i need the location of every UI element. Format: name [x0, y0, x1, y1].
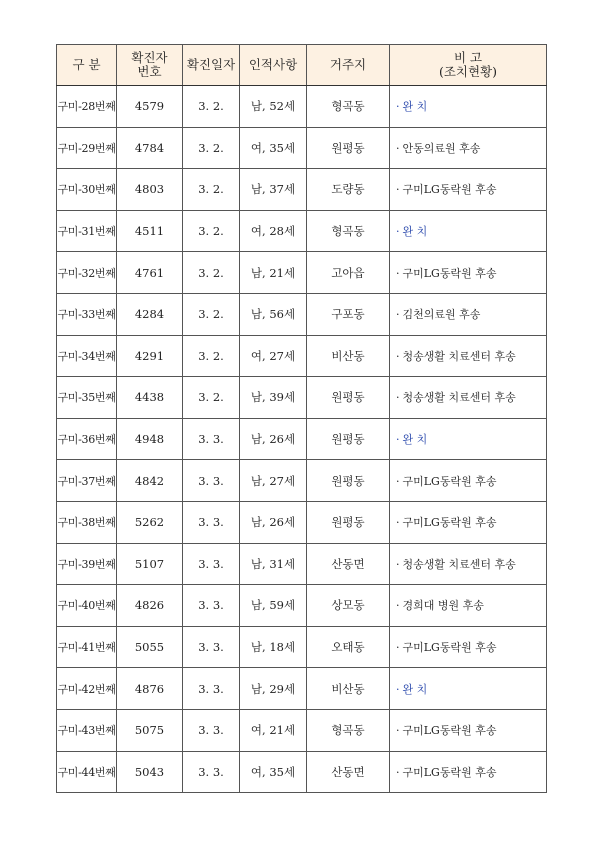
confirm-date-cell: 3. 2.	[183, 377, 240, 419]
bullet-dot: ·	[396, 557, 400, 571]
confirm-date-cell: 3. 2.	[183, 335, 240, 377]
patient-no-cell: 5262	[117, 501, 183, 543]
case-id-cell: 구미-31번째	[57, 210, 117, 252]
bullet-dot: ·	[396, 474, 400, 488]
residence-cell: 비산동	[307, 335, 390, 377]
remarks-cell	[390, 668, 547, 710]
table-header	[57, 45, 547, 86]
table-row	[57, 626, 547, 668]
table-row	[57, 252, 547, 294]
confirm-date-cell: 3. 2.	[183, 127, 240, 169]
header-personal-info: 인적사항	[240, 45, 307, 86]
patient-no-cell: 4803	[117, 169, 183, 211]
remarks-cell	[390, 543, 547, 585]
case-id-cell: 구미-39번째	[57, 543, 117, 585]
personal-info-cell: 여, 27세	[240, 335, 307, 377]
residence-cell: 상모동	[307, 585, 390, 627]
confirm-date-cell: 3. 3.	[183, 585, 240, 627]
patient-no-cell: 5075	[117, 709, 183, 751]
residence-cell: 원평동	[307, 460, 390, 502]
patient-no-cell: 4284	[117, 293, 183, 335]
table-row	[57, 293, 547, 335]
confirm-date-cell: 3. 3.	[183, 501, 240, 543]
case-id-cell: 구미-37번째	[57, 460, 117, 502]
remarks-text: 구미LG동락원 후송	[402, 183, 497, 197]
case-id-cell: 구미-30번째	[57, 169, 117, 211]
table-row	[57, 127, 547, 169]
remarks-text: 구미LG동락원 후송	[402, 266, 497, 280]
remarks-cell	[390, 335, 547, 377]
residence-cell: 원평동	[307, 418, 390, 460]
table-row	[57, 751, 547, 793]
case-id-cell: 구미-29번째	[57, 127, 117, 169]
residence-cell: 형곡동	[307, 709, 390, 751]
table-row	[57, 418, 547, 460]
bullet-dot: ·	[396, 349, 400, 363]
confirm-date-cell: 3. 2.	[183, 293, 240, 335]
confirm-date-cell: 3. 3.	[183, 418, 240, 460]
header-patient-no-line1: 확진자	[131, 50, 168, 65]
personal-info-cell: 남, 31세	[240, 543, 307, 585]
personal-info-cell: 남, 26세	[240, 501, 307, 543]
remarks-text: 청송생활 치료센터 후송	[402, 349, 516, 363]
remarks-text: 구미LG동락원 후송	[402, 641, 497, 655]
case-id-cell: 구미-40번째	[57, 585, 117, 627]
residence-cell: 도량동	[307, 169, 390, 211]
bullet-dot: ·	[396, 724, 400, 738]
confirm-date-cell: 3. 3.	[183, 668, 240, 710]
header-category: 구 분	[57, 45, 117, 86]
remarks-cell	[390, 501, 547, 543]
case-id-cell: 구미-35번째	[57, 377, 117, 419]
remarks-text: 구미LG동락원 후송	[402, 724, 497, 738]
personal-info-cell: 남, 29세	[240, 668, 307, 710]
confirm-date-cell: 3. 2.	[183, 86, 240, 128]
remarks-text: 김천의료원 후송	[402, 308, 481, 322]
case-id-cell: 구미-43번째	[57, 709, 117, 751]
bullet-dot: ·	[396, 266, 400, 280]
confirmed-cases-table	[56, 44, 547, 793]
confirm-date-cell: 3. 3.	[183, 709, 240, 751]
remarks-text: 청송생활 치료센터 후송	[402, 391, 516, 405]
confirm-date-cell: 3. 3.	[183, 543, 240, 585]
patient-no-cell: 4784	[117, 127, 183, 169]
remarks-cell	[390, 252, 547, 294]
bullet-dot: ·	[396, 225, 400, 239]
case-id-cell: 구미-32번째	[57, 252, 117, 294]
confirm-date-cell: 3. 3.	[183, 626, 240, 668]
header-confirm-date: 확진일자	[183, 45, 240, 86]
remarks-cell	[390, 377, 547, 419]
remarks-cell	[390, 210, 547, 252]
residence-cell: 구포동	[307, 293, 390, 335]
patient-no-cell: 5107	[117, 543, 183, 585]
bullet-dot: ·	[396, 141, 400, 155]
residence-cell: 비산동	[307, 668, 390, 710]
personal-info-cell: 여, 35세	[240, 751, 307, 793]
patient-no-cell: 4291	[117, 335, 183, 377]
personal-info-cell: 남, 27세	[240, 460, 307, 502]
table-row	[57, 668, 547, 710]
bullet-dot: ·	[396, 433, 400, 447]
remarks-cell	[390, 585, 547, 627]
confirm-date-cell: 3. 2.	[183, 252, 240, 294]
header-patient-no-line2: 번호	[137, 64, 162, 79]
patient-no-cell: 4876	[117, 668, 183, 710]
bullet-dot: ·	[396, 100, 400, 114]
personal-info-cell: 남, 56세	[240, 293, 307, 335]
remarks-text: 구미LG동락원 후송	[402, 474, 497, 488]
header-residence: 거주지	[307, 45, 390, 86]
confirm-date-cell: 3. 2.	[183, 210, 240, 252]
remarks-cell	[390, 626, 547, 668]
residence-cell: 원평동	[307, 377, 390, 419]
patient-no-cell: 5055	[117, 626, 183, 668]
case-id-cell: 구미-34번째	[57, 335, 117, 377]
residence-cell: 원평동	[307, 501, 390, 543]
personal-info-cell: 남, 37세	[240, 169, 307, 211]
table-row	[57, 501, 547, 543]
remarks-text: 완 치	[402, 225, 428, 239]
patient-no-cell: 4826	[117, 585, 183, 627]
residence-cell: 고아읍	[307, 252, 390, 294]
remarks-cell	[390, 293, 547, 335]
remarks-cell	[390, 127, 547, 169]
remarks-cell	[390, 460, 547, 502]
table-row	[57, 169, 547, 211]
table-row	[57, 210, 547, 252]
case-id-cell: 구미-28번째	[57, 86, 117, 128]
header-patient-no	[117, 45, 183, 86]
personal-info-cell: 남, 26세	[240, 418, 307, 460]
bullet-dot: ·	[396, 391, 400, 405]
remarks-text: 완 치	[402, 433, 428, 447]
personal-info-cell: 여, 35세	[240, 127, 307, 169]
personal-info-cell: 여, 28세	[240, 210, 307, 252]
remarks-text: 경희대 병원 후송	[402, 599, 484, 613]
table-row	[57, 709, 547, 751]
bullet-dot: ·	[396, 682, 400, 696]
case-id-cell: 구미-33번째	[57, 293, 117, 335]
table-row	[57, 86, 547, 128]
bullet-dot: ·	[396, 599, 400, 613]
remarks-cell	[390, 86, 547, 128]
residence-cell: 산동면	[307, 751, 390, 793]
personal-info-cell: 남, 21세	[240, 252, 307, 294]
bullet-dot: ·	[396, 516, 400, 530]
personal-info-cell: 남, 18세	[240, 626, 307, 668]
personal-info-cell: 남, 59세	[240, 585, 307, 627]
patient-no-cell: 5043	[117, 751, 183, 793]
patient-no-cell: 4579	[117, 86, 183, 128]
patient-no-cell: 4438	[117, 377, 183, 419]
header-row	[57, 45, 547, 86]
table-row	[57, 543, 547, 585]
residence-cell: 원평동	[307, 127, 390, 169]
bullet-dot: ·	[396, 183, 400, 197]
remarks-cell	[390, 169, 547, 211]
table-row	[57, 585, 547, 627]
remarks-text: 안동의료원 후송	[402, 141, 481, 155]
case-id-cell: 구미-44번째	[57, 751, 117, 793]
remarks-cell	[390, 751, 547, 793]
table-row	[57, 460, 547, 502]
header-remarks-line2: (조치현황)	[438, 64, 498, 79]
remarks-text: 완 치	[402, 682, 428, 696]
patient-no-cell: 4948	[117, 418, 183, 460]
remarks-text: 완 치	[402, 100, 428, 114]
residence-cell: 오태동	[307, 626, 390, 668]
table-row	[57, 377, 547, 419]
patient-no-cell: 4842	[117, 460, 183, 502]
patient-no-cell: 4761	[117, 252, 183, 294]
confirm-date-cell: 3. 3.	[183, 751, 240, 793]
case-id-cell: 구미-42번째	[57, 668, 117, 710]
confirm-date-cell: 3. 3.	[183, 460, 240, 502]
bullet-dot: ·	[396, 308, 400, 322]
residence-cell: 형곡동	[307, 86, 390, 128]
case-id-cell: 구미-38번째	[57, 501, 117, 543]
case-id-cell: 구미-36번째	[57, 418, 117, 460]
remarks-cell	[390, 709, 547, 751]
remarks-text: 청송생활 치료센터 후송	[402, 557, 516, 571]
case-id-cell: 구미-41번째	[57, 626, 117, 668]
bullet-dot: ·	[396, 765, 400, 779]
header-remarks	[390, 45, 547, 86]
patient-no-cell: 4511	[117, 210, 183, 252]
remarks-cell	[390, 418, 547, 460]
confirm-date-cell: 3. 2.	[183, 169, 240, 211]
personal-info-cell: 남, 39세	[240, 377, 307, 419]
remarks-text: 구미LG동락원 후송	[402, 765, 497, 779]
personal-info-cell: 여, 21세	[240, 709, 307, 751]
residence-cell: 산동면	[307, 543, 390, 585]
header-remarks-line1: 비 고	[453, 50, 483, 65]
remarks-text: 구미LG동락원 후송	[402, 516, 497, 530]
personal-info-cell: 남, 52세	[240, 86, 307, 128]
table-row	[57, 335, 547, 377]
bullet-dot: ·	[396, 641, 400, 655]
residence-cell: 형곡동	[307, 210, 390, 252]
table-body	[57, 86, 547, 793]
